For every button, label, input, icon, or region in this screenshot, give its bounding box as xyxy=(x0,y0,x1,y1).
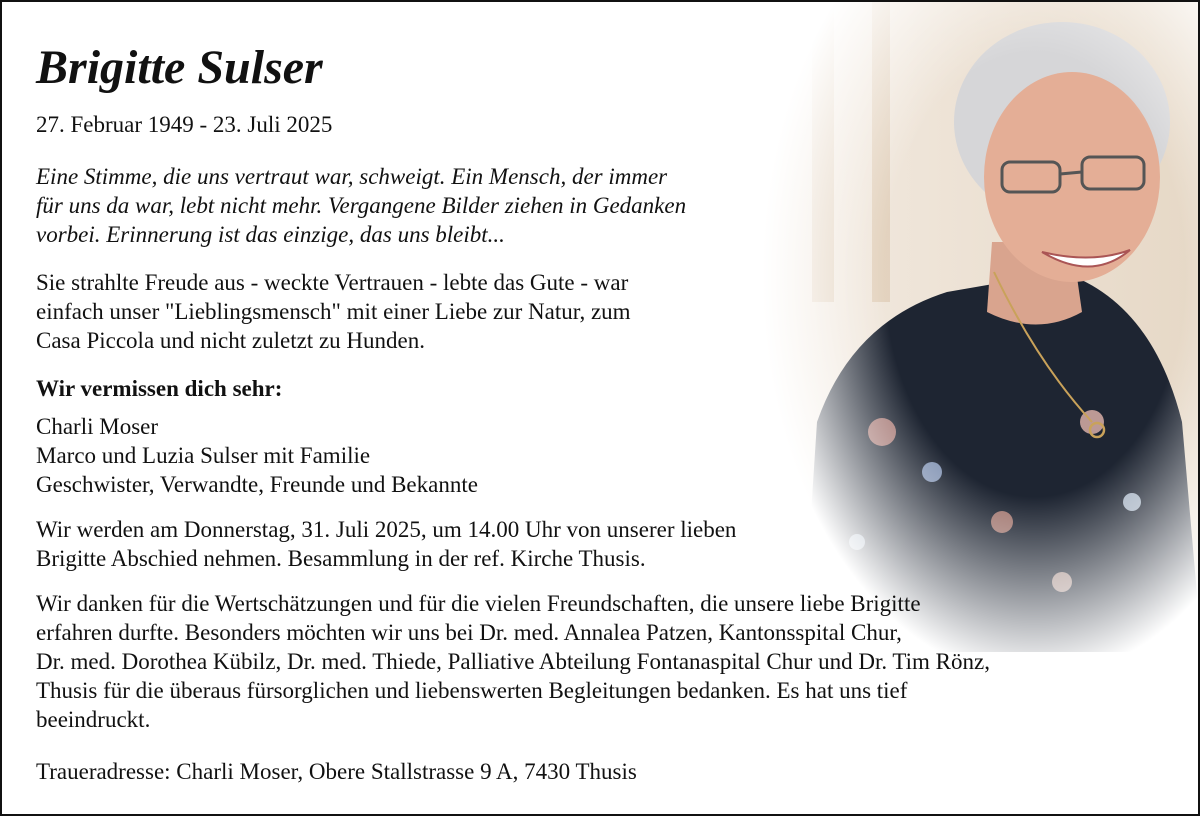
thanks-line: beeindruckt. xyxy=(36,707,151,732)
quote-line: Eine Stimme, die uns vertraut war, schweigt. Ein Mensch, der immer xyxy=(36,164,668,189)
ceremony-line: Brigitte Abschied nehmen. Besammlung in der ref. Kirche Thusis. xyxy=(36,546,646,571)
miss-heading: Wir vermissen dich sehr: xyxy=(36,376,283,401)
ceremony-line: Wir werden am Donnerstag, 31. Juli 2025, um 14.00 Uhr von unserer lieben xyxy=(36,517,737,542)
portrait-photo xyxy=(762,2,1200,652)
thanks-line: Thusis für die überaus fürsorglichen und liebenswerten Begleitungen bedanken. Es hat uns tief xyxy=(36,678,908,703)
thanks-line: Wir danken für die Wertschätzungen und für die vielen Freundschaften, die unsere liebe Brigitte xyxy=(36,591,921,616)
thanks-line: Dr. med. Dorothea Kübilz, Dr. med. Thiede, Palliative Abteilung Fontanaspital Chur und Dr. Tim Rönz, xyxy=(36,649,990,674)
tribute-line: einfach unser "Lieblingsmensch" mit einer Liebe zur Natur, zum xyxy=(36,299,631,324)
thanks-paragraph xyxy=(36,589,990,734)
mourners-list xyxy=(36,412,478,499)
life-dates: 27. Februar 1949 - 23. Juli 2025 xyxy=(36,112,333,137)
tribute-paragraph xyxy=(36,268,631,355)
mourner-entry: Marco und Luzia Sulser mit Familie xyxy=(36,443,371,468)
quote-line: für uns da war, lebt nicht mehr. Vergangene Bilder ziehen in Gedanken xyxy=(36,193,687,218)
tribute-line: Casa Piccola und nicht zuletzt zu Hunden. xyxy=(36,328,425,353)
memorial-quote xyxy=(36,162,686,249)
mourning-address: Traueradresse: Charli Moser, Obere Stallstrasse 9 A, 7430 Thusis xyxy=(36,759,637,784)
ceremony-info xyxy=(36,515,736,573)
tribute-line: Sie strahlte Freude aus - weckte Vertrauen - lebte das Gute - war xyxy=(36,270,629,295)
quote-line: vorbei. Erinnerung ist das einzige, das uns bleibt... xyxy=(36,222,505,247)
mourner-entry: Geschwister, Verwandte, Freunde und Bekannte xyxy=(36,472,478,497)
mourner-entry: Charli Moser xyxy=(36,414,159,439)
deceased-name: Brigitte Sulser xyxy=(36,41,323,94)
thanks-line: erfahren durfte. Besonders möchten wir uns bei Dr. med. Annalea Patzen, Kantonsspital Chur, xyxy=(36,620,902,645)
